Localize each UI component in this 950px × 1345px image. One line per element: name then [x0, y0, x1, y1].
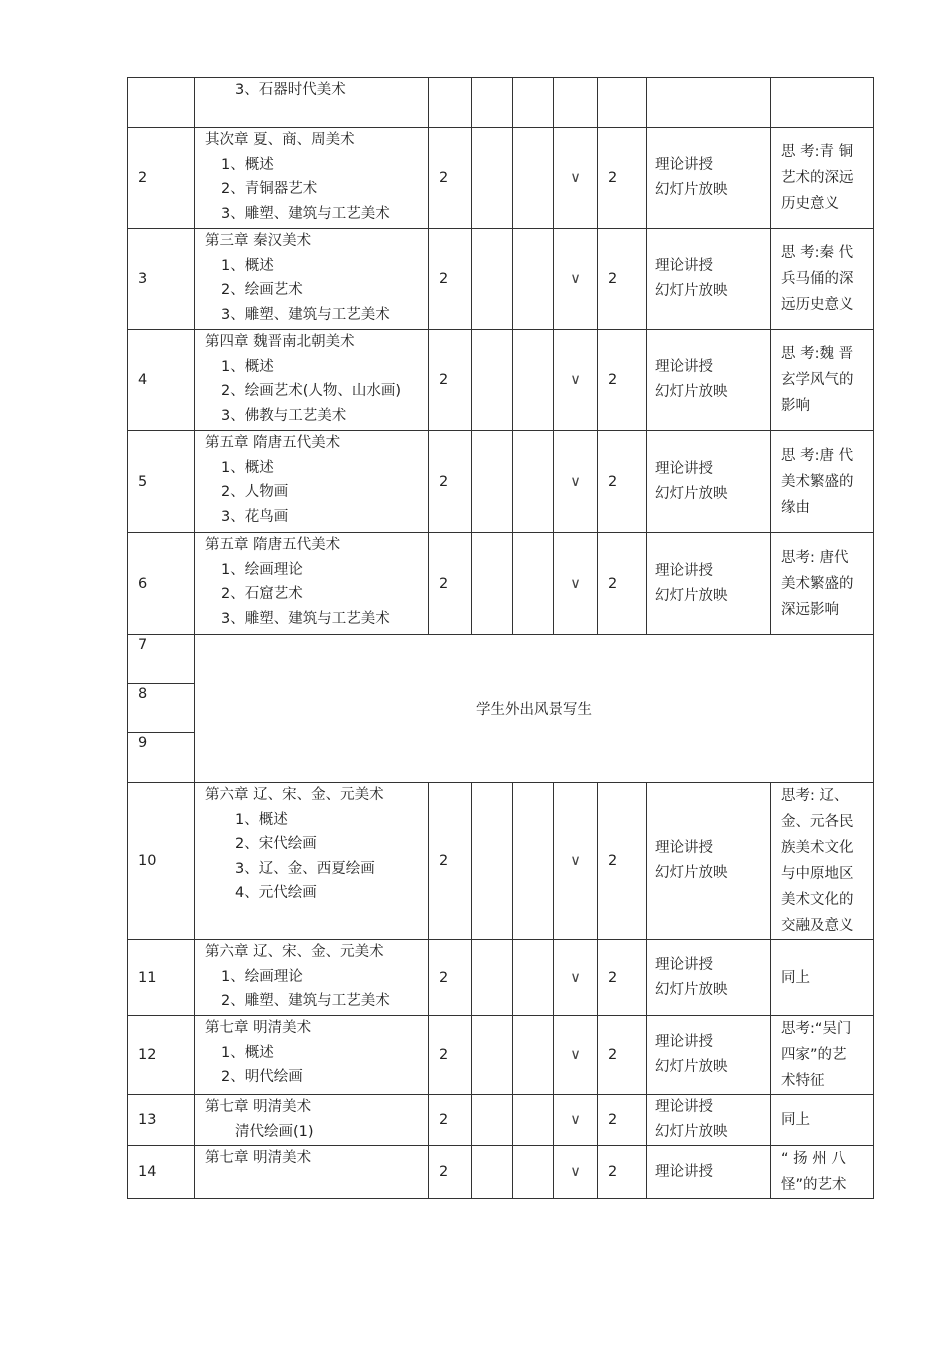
method-line: 理论讲授 [655, 258, 713, 274]
content-line: 其次章 夏、商、周美术 [205, 132, 355, 148]
method-line: 理论讲授 [655, 956, 713, 973]
empty-cell [472, 78, 513, 128]
empty-cell [513, 78, 554, 128]
note-line: 思 考:青 铜 [781, 144, 854, 160]
check-cell: ∨ [554, 940, 598, 1016]
total-cell: 2 [598, 330, 647, 431]
week-cell: 13 [128, 1095, 195, 1146]
method-line: 幻灯片放映 [655, 865, 728, 881]
total-cell: 2 [598, 431, 647, 533]
content-line: 第六章 辽、宋、金、元美术 [205, 944, 384, 960]
note-cell [771, 78, 874, 128]
table-row [128, 940, 874, 1016]
method-line: 理论讲授 [655, 562, 713, 579]
hours-cell [429, 78, 472, 128]
note-line: 艺术的深远 [781, 170, 854, 186]
content-cell [195, 78, 429, 128]
content-line: 第七章 明清美术 [205, 1099, 312, 1115]
note-line: 怪”的艺术 [781, 1177, 847, 1193]
method-line: 理论讲授 [655, 1034, 713, 1050]
method-line: 幻灯片放映 [655, 1124, 728, 1140]
empty-cell [513, 533, 554, 635]
table-row [128, 78, 874, 128]
method-line: 幻灯片放映 [655, 981, 728, 998]
total-cell: 2 [598, 1095, 647, 1146]
content-cell [195, 128, 429, 229]
hours-cell: 2 [429, 1095, 472, 1146]
content-line: 清代绘画(1) [235, 1123, 314, 1140]
week-cell: 10 [128, 783, 195, 940]
content-cell [195, 330, 429, 431]
empty-cell [513, 229, 554, 330]
empty-cell [472, 431, 513, 533]
hours-cell: 2 [429, 229, 472, 330]
method-cell [647, 431, 771, 533]
content-line: 2、明代绘画 [221, 1069, 303, 1085]
content-line: 第三章 秦汉美术 [205, 233, 312, 249]
content-line: 第五章 隋唐五代美术 [205, 537, 341, 553]
note-line: 同上 [781, 969, 810, 986]
note-line: 思考: 辽、 [781, 788, 849, 804]
check-cell: ∨ [554, 783, 598, 940]
content-line: 1、绘画理论 [221, 968, 303, 985]
note-cell [771, 533, 874, 635]
note-line: 四家”的艺 [781, 1047, 847, 1063]
week-cell: 6 [128, 533, 195, 635]
content-line: 第六章 辽、宋、金、元美术 [205, 787, 384, 803]
method-cell [647, 1016, 771, 1095]
note-cell [771, 783, 874, 940]
table-row [128, 330, 874, 431]
content-line: 3、佛教与工艺美术 [221, 407, 347, 424]
note-cell [771, 229, 874, 330]
merged-activity-cell: 学生外出风景写生 [195, 635, 874, 783]
method-line: 理论讲授 [655, 359, 713, 375]
schedule-table [127, 77, 874, 1199]
note-line: 影响 [781, 398, 810, 414]
empty-cell [472, 229, 513, 330]
content-line: 第七章 明清美术 [205, 1150, 312, 1166]
method-line: 理论讲授 [655, 1163, 713, 1180]
method-line: 理论讲授 [655, 840, 713, 856]
empty-cell [472, 330, 513, 431]
empty-cell [472, 1146, 513, 1199]
note-line: 思考: 唐代 [781, 549, 849, 566]
note-cell [771, 431, 874, 533]
table-row [128, 431, 874, 533]
note-line: 族美术文化 [781, 840, 854, 856]
content-cell [195, 229, 429, 330]
content-line: 1、概述 [221, 156, 274, 173]
content-line: 1、绘画理论 [221, 561, 303, 578]
note-cell [771, 1016, 874, 1095]
empty-cell [472, 783, 513, 940]
note-cell [771, 1146, 874, 1199]
content-cell [195, 940, 429, 1016]
method-line: 理论讲授 [655, 460, 713, 477]
hours-cell: 2 [429, 940, 472, 1016]
note-line: 深远影响 [781, 601, 839, 618]
hours-cell: 2 [429, 783, 472, 940]
table-row [128, 128, 874, 229]
method-cell [647, 229, 771, 330]
table-row [128, 635, 874, 684]
empty-cell [472, 533, 513, 635]
content-cell [195, 1146, 429, 1199]
note-line: 思 考:魏 晋 [781, 346, 854, 362]
content-line: 3、花鸟画 [221, 508, 289, 525]
hours-cell: 2 [429, 431, 472, 533]
content-line: 1、概述 [235, 811, 288, 828]
empty-cell [472, 1095, 513, 1146]
method-line: 幻灯片放映 [655, 1059, 728, 1075]
check-cell: ∨ [554, 431, 598, 533]
method-line: 幻灯片放映 [655, 384, 728, 400]
week-cell: 8 [128, 684, 195, 733]
content-cell [195, 533, 429, 635]
empty-cell [513, 1146, 554, 1199]
note-line: 思考:“吴门 [781, 1021, 852, 1037]
empty-cell [472, 940, 513, 1016]
content-cell [195, 1016, 429, 1095]
check-cell: ∨ [554, 330, 598, 431]
content-line: 1、概述 [221, 358, 274, 375]
table-row [128, 533, 874, 635]
content-cell [195, 431, 429, 533]
hours-cell: 2 [429, 330, 472, 431]
table-row [128, 229, 874, 330]
table-row [128, 1016, 874, 1095]
content-line: 1、概述 [221, 459, 274, 476]
total-cell [598, 78, 647, 128]
method-cell [647, 78, 771, 128]
check-cell: ∨ [554, 1095, 598, 1146]
hours-cell: 2 [429, 128, 472, 229]
method-cell [647, 940, 771, 1016]
method-line: 幻灯片放映 [655, 485, 728, 502]
note-line: 美术文化的 [781, 892, 854, 908]
total-cell: 2 [598, 229, 647, 330]
method-cell [647, 783, 771, 940]
content-line: 第七章 明清美术 [205, 1020, 312, 1036]
total-cell: 2 [598, 128, 647, 229]
note-line: 思 考:唐 代 [781, 447, 854, 464]
content-line: 4、元代绘画 [235, 885, 317, 901]
note-line: 同上 [781, 1112, 810, 1128]
week-cell: 2 [128, 128, 195, 229]
content-line: 3、石器时代美术 [235, 82, 346, 98]
table-row [128, 783, 874, 940]
content-line: 2、绘画艺术 [221, 282, 303, 298]
method-cell [647, 128, 771, 229]
note-line: 思 考:秦 代 [781, 245, 854, 261]
content-line: 2、宋代绘画 [235, 836, 317, 852]
method-line: 理论讲授 [655, 157, 713, 173]
note-line: 玄学风气的 [781, 372, 854, 388]
note-cell [771, 940, 874, 1016]
total-cell: 2 [598, 533, 647, 635]
week-cell: 14 [128, 1146, 195, 1199]
check-cell: ∨ [554, 128, 598, 229]
week-cell: 4 [128, 330, 195, 431]
empty-cell [513, 330, 554, 431]
note-cell [771, 128, 874, 229]
empty-cell [472, 128, 513, 229]
total-cell: 2 [598, 940, 647, 1016]
check-cell: ∨ [554, 533, 598, 635]
table-row [128, 1146, 874, 1199]
table-row [128, 1095, 874, 1146]
empty-cell [513, 128, 554, 229]
content-cell [195, 1095, 429, 1146]
hours-cell: 2 [429, 533, 472, 635]
week-cell [128, 78, 195, 128]
week-cell: 11 [128, 940, 195, 1016]
note-line: 交融及意义 [781, 918, 854, 934]
method-cell [647, 1095, 771, 1146]
empty-cell [513, 1016, 554, 1095]
method-cell [647, 533, 771, 635]
method-cell [647, 330, 771, 431]
empty-cell [513, 431, 554, 533]
hours-cell: 2 [429, 1016, 472, 1095]
empty-cell [472, 1016, 513, 1095]
note-line: “ 扬 州 八 [781, 1151, 846, 1167]
week-cell: 12 [128, 1016, 195, 1095]
content-line: 2、人物画 [221, 484, 289, 500]
empty-cell [513, 783, 554, 940]
note-line: 美术繁盛的 [781, 473, 854, 490]
content-cell [195, 783, 429, 940]
total-cell: 2 [598, 1146, 647, 1199]
week-cell: 5 [128, 431, 195, 533]
note-line: 美术繁盛的 [781, 575, 854, 592]
empty-cell [513, 940, 554, 1016]
total-cell: 2 [598, 783, 647, 940]
content-line: 3、雕塑、建筑与工艺美术 [221, 610, 390, 627]
content-line: 3、辽、金、西夏绘画 [235, 860, 375, 877]
content-line: 2、石窟艺术 [221, 586, 303, 602]
check-cell: ∨ [554, 229, 598, 330]
check-cell: ∨ [554, 1016, 598, 1095]
note-cell [771, 1095, 874, 1146]
content-line: 2、雕塑、建筑与工艺美术 [221, 993, 390, 1009]
total-cell: 2 [598, 1016, 647, 1095]
method-cell [647, 1146, 771, 1199]
method-line: 幻灯片放映 [655, 587, 728, 604]
hours-cell: 2 [429, 1146, 472, 1199]
note-line: 兵马俑的深 [781, 271, 854, 287]
week-cell: 3 [128, 229, 195, 330]
method-line: 幻灯片放映 [655, 283, 728, 299]
content-line: 第五章 隋唐五代美术 [205, 435, 341, 451]
content-line: 2、青铜器艺术 [221, 181, 318, 197]
content-line: 1、概述 [221, 1044, 274, 1061]
note-line: 缘由 [781, 499, 810, 516]
check-cell: ∨ [554, 1146, 598, 1199]
empty-cell [513, 1095, 554, 1146]
week-cell: 7 [128, 635, 195, 684]
note-line: 历史意义 [781, 196, 839, 212]
content-line: 3、雕塑、建筑与工艺美术 [221, 306, 390, 323]
note-line: 与中原地区 [781, 866, 854, 882]
week-cell: 9 [128, 733, 195, 783]
note-cell [771, 330, 874, 431]
method-line: 理论讲授 [655, 1099, 713, 1115]
check-cell [554, 78, 598, 128]
content-line: 第四章 魏晋南北朝美术 [205, 334, 355, 350]
content-line: 3、雕塑、建筑与工艺美术 [221, 205, 390, 222]
note-line: 金、元各民 [781, 814, 854, 830]
method-line: 幻灯片放映 [655, 182, 728, 198]
content-line: 2、绘画艺术(人物、山水画) [221, 383, 402, 399]
content-line: 1、概述 [221, 257, 274, 274]
note-line: 远历史意义 [781, 297, 854, 313]
note-line: 术特征 [781, 1073, 825, 1089]
